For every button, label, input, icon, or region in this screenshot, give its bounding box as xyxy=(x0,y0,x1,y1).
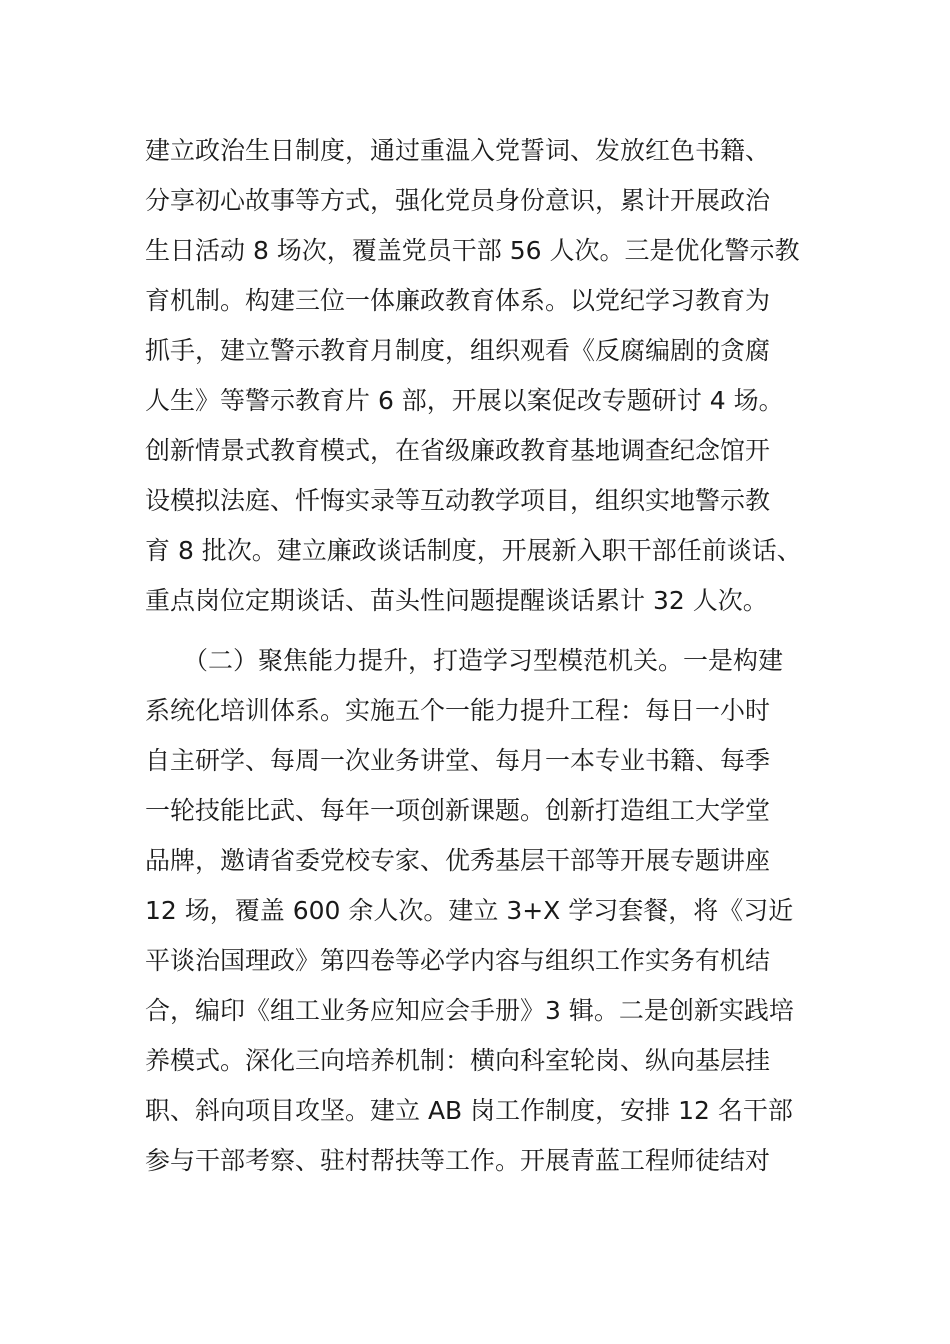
paragraph-line: 品牌，邀请省委党校专家、优秀基层干部等开展专题讲座 xyxy=(145,846,771,875)
paragraph-line: 建立政治生日制度，通过重温入党誓词、发放红色书籍、 xyxy=(145,136,771,165)
paragraph-line: 生日活动 8 场次，覆盖党员干部 56 人次。三是优化警示教 xyxy=(145,236,800,265)
paragraph-line: 抓手，建立警示教育月制度，组织观看《反腐编剧的贪腐 xyxy=(145,336,771,365)
paragraph-line: 人生》等警示教育片 6 部，开展以案促改专题研讨 4 场。 xyxy=(145,386,784,415)
paragraph-2 xyxy=(145,636,825,1186)
paragraph-line: 职、斜向项目攻坚。建立 AB 岗工作制度，安排 12 名干部 xyxy=(145,1096,793,1125)
paragraph-line: 设模拟法庭、忏悔实录等互动教学项目，组织实地警示教 xyxy=(145,486,771,515)
paragraph-line: 系统化培训体系。实施五个一能力提升工程：每日一小时 xyxy=(145,696,771,725)
paragraph-line: 养模式。深化三向培养机制：横向科室轮岗、纵向基层挂 xyxy=(145,1046,771,1075)
paragraph-line: 平谈治国理政》第四卷等必学内容与组织工作实务有机结 xyxy=(145,946,771,975)
paragraph-line: 育 8 批次。建立廉政谈话制度，开展新入职干部任前谈话、 xyxy=(145,536,802,565)
paragraph-line: 自主研学、每周一次业务讲堂、每月一本专业书籍、每季 xyxy=(145,746,771,775)
paragraph-line: 合，编印《组工业务应知应会手册》3 辑。二是创新实践培 xyxy=(145,996,794,1025)
paragraph-line: 育机制。构建三位一体廉政教育体系。以党纪学习教育为 xyxy=(145,286,771,315)
paragraph-line: 12 场，覆盖 600 余人次。建立 3+X 学习套餐，将《习近 xyxy=(145,896,794,925)
paragraph-line: 分享初心故事等方式，强化党员身份意识，累计开展政治 xyxy=(145,186,771,215)
paragraph-line: 重点岗位定期谈话、苗头性问题提醒谈话累计 32 人次。 xyxy=(145,586,768,615)
paragraph-line: 创新情景式教育模式，在省级廉政教育基地调查纪念馆开 xyxy=(145,436,771,465)
paragraph-1 xyxy=(145,126,825,626)
paragraph-line: 一轮技能比武、每年一项创新课题。创新打造组工大学堂 xyxy=(145,796,771,825)
paragraph-heading-line: （二）聚焦能力提升，打造学习型模范机关。一是构建 xyxy=(183,646,784,675)
paragraph-line: 参与干部考察、驻村帮扶等工作。开展青蓝工程师徒结对 xyxy=(145,1146,771,1175)
